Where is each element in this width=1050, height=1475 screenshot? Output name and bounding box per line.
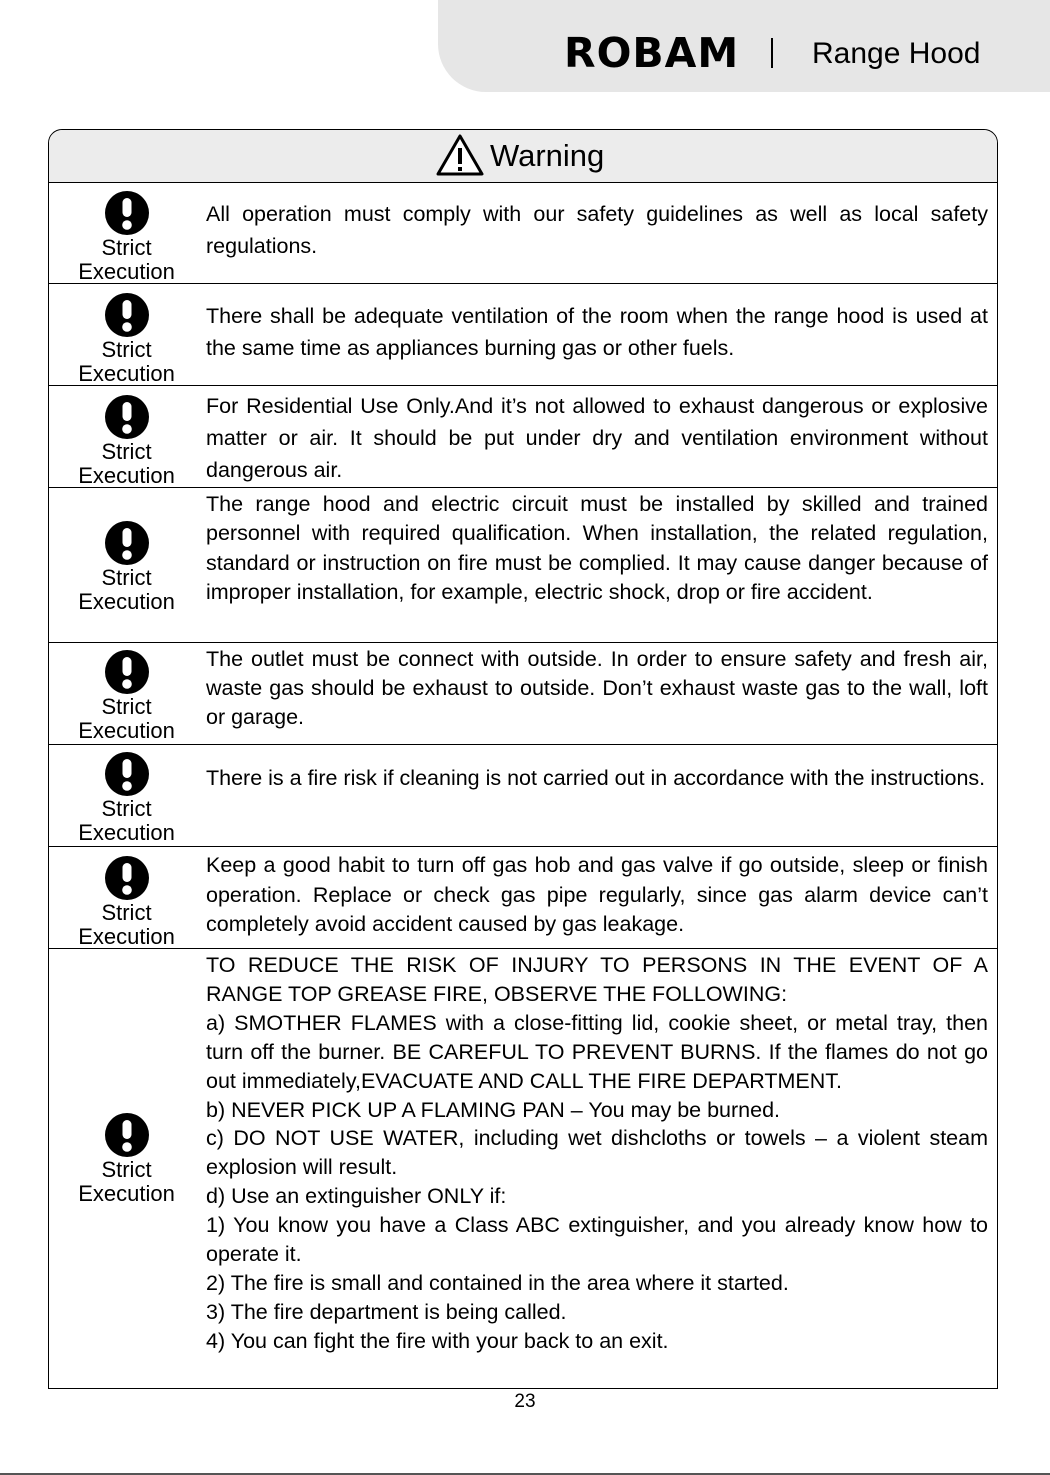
warning-paragraph: 1) You know you have a Class ABC extinguisher, and you already know how to operate it. (206, 1213, 988, 1267)
warning-row (49, 745, 997, 847)
exclamation-circle-icon (104, 190, 150, 236)
badge-label: Execution (78, 820, 175, 845)
warning-row (49, 182, 997, 284)
strict-execution-badge (49, 649, 204, 743)
warning-paragraph: Keep a good habit to turn off gas hob and gas valve if go outside, sleep or finish operation. Replace or check gas pipe regularly, since gas alarm device can’t completely avoid accident caused by gas leakage. (206, 853, 988, 936)
warning-paragraph: 3) The fire department is being called. (206, 1299, 567, 1324)
strict-execution-badge (49, 292, 204, 386)
warning-paragraph: d) Use an extinguisher ONLY if: (206, 1184, 507, 1209)
exclamation-circle-icon (104, 751, 150, 797)
warning-paragraph: The outlet must be connect with outside. In order to ensure safety and fresh air, waste gas should be exhaust to outside. Don’t exhaust waste gas to the wall, loft or garage. (206, 647, 988, 729)
header-divider (771, 38, 773, 68)
strict-execution-badge (49, 1112, 204, 1206)
warning-text (206, 762, 988, 794)
badge-label: Strict (101, 694, 152, 719)
warning-text (206, 951, 988, 1356)
warning-row (49, 949, 997, 1390)
warning-row (49, 488, 997, 643)
warning-paragraph: c) DO NOT USE WATER, including wet dishcloths or towels – a violent steam explosion will result. (206, 1126, 988, 1180)
warning-text (206, 490, 988, 607)
badge-label: Strict (101, 900, 152, 925)
warning-row (49, 284, 997, 386)
warning-table (48, 129, 998, 1389)
badge-label: Strict (101, 565, 152, 590)
exclamation-circle-icon (104, 394, 150, 440)
badge-label: Execution (78, 718, 175, 743)
badge-label: Execution (78, 361, 175, 386)
warning-text (206, 198, 988, 262)
badge-label: Execution (78, 924, 175, 949)
badge-label: Execution (78, 463, 175, 488)
brand-logo: ROBAM (564, 29, 740, 77)
warning-row (49, 847, 997, 949)
warning-text (206, 645, 988, 732)
strict-execution-badge (49, 394, 204, 488)
strict-execution-badge (49, 855, 204, 949)
badge-label: Strict (101, 337, 152, 362)
exclamation-circle-icon (104, 649, 150, 695)
warning-paragraph: TO REDUCE THE RISK OF INJURY TO PERSONS IN THE EVENT OF A RANGE TOP GREASE FIRE, OBSERVE THE FOLLOWING: (206, 953, 988, 1006)
strict-execution-badge (49, 190, 204, 284)
strict-execution-badge (49, 751, 204, 845)
exclamation-circle-icon (104, 520, 150, 566)
badge-label: Strict (101, 235, 152, 260)
warning-text (206, 390, 988, 486)
warning-paragraph: 2) The fire is small and contained in the area where it started. (206, 1270, 789, 1295)
warning-row (49, 643, 997, 745)
badge-label: Strict (101, 439, 152, 464)
warning-paragraph: There is a fire risk if cleaning is not carried out in accordance with the instructions. (206, 766, 986, 790)
badge-label: Strict (101, 796, 152, 821)
badge-label: Strict (101, 1157, 152, 1182)
warning-paragraph: There shall be adequate ventilation of the room when the range hood is used at the same time as appliances burning gas or other fuels. (206, 304, 988, 360)
strict-execution-badge (49, 520, 204, 614)
warning-text (206, 851, 988, 940)
warning-triangle-icon (435, 133, 485, 177)
warning-paragraph: The range hood and electric circuit must be installed by skilled and trained personnel with required qualification. When installation, the related regulation, standard or instruction on fire must be complied. It may cause danger because of improper installation, for example, electric shock, drop or fire accident. (206, 492, 988, 604)
warning-text (206, 300, 988, 364)
warning-paragraph: For Residential Use Only.And it’s not allowed to exhaust dangerous or explosive matter or air. It should be put under dry and ventilation environment without dangerous air. (206, 394, 988, 482)
warning-paragraph: All operation must comply with our safety guidelines as well as local safety regulations. (206, 202, 988, 258)
warning-paragraph: a) SMOTHER FLAMES with a close-fitting lid, cookie sheet, or metal tray, then turn off the burner. BE CAREFUL TO PREVENT BURNS. If the flames do not go out immediately,EVACUATE AND CALL THE FIRE DEPARTMENT. (206, 1010, 988, 1093)
exclamation-circle-icon (104, 855, 150, 901)
warning-header (49, 130, 997, 183)
document-title: Range Hood (812, 37, 981, 70)
warning-row (49, 386, 997, 488)
exclamation-circle-icon (104, 292, 150, 338)
warning-title: Warning (490, 138, 605, 173)
badge-label: Execution (78, 259, 175, 284)
exclamation-circle-icon (104, 1112, 150, 1158)
warning-paragraph: b) NEVER PICK UP A FLAMING PAN – You may be burned. (206, 1097, 781, 1122)
page-number: 23 (514, 1391, 536, 1412)
warning-paragraph: 4) You can fight the fire with your back to an exit. (206, 1328, 669, 1353)
badge-label: Execution (78, 589, 175, 614)
badge-label: Execution (78, 1181, 175, 1206)
